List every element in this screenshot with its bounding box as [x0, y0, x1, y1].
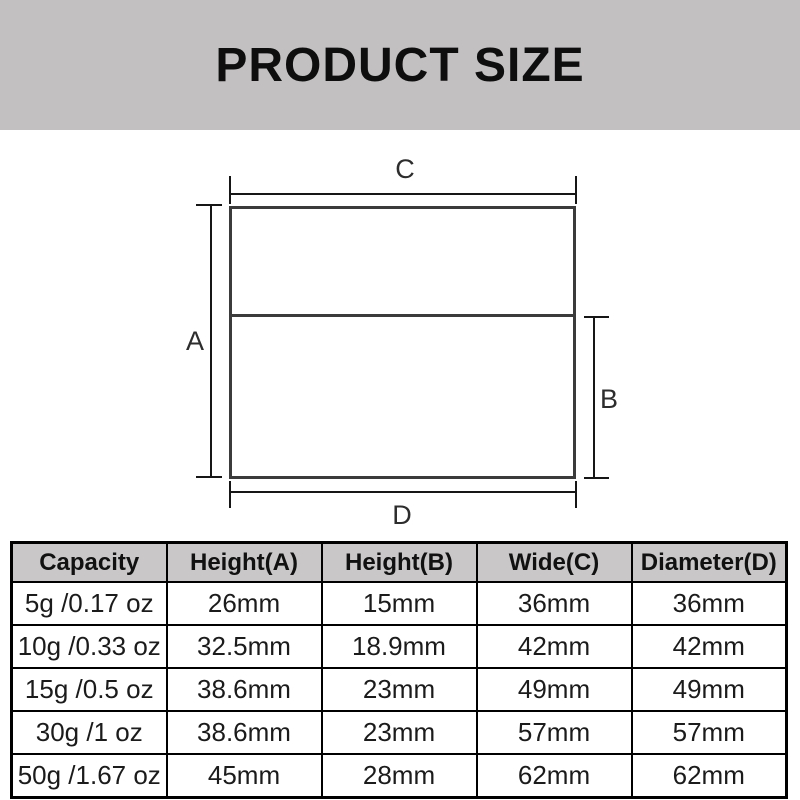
- dimension-cell: 57mm: [632, 711, 787, 754]
- dimension-cell: 42mm: [477, 625, 632, 668]
- size-table-head: [12, 543, 787, 583]
- dim-tick-a-bottom: [196, 476, 222, 478]
- dim-label-b: B: [599, 384, 619, 414]
- lid-seam-line: [229, 314, 576, 317]
- header-row: [12, 543, 787, 583]
- dim-tick-c-right: [575, 176, 577, 204]
- product-outline: [229, 206, 576, 479]
- dimension-cell: 15mm: [322, 582, 477, 625]
- dimension-cell: 62mm: [632, 754, 787, 798]
- dimension-cell: 42mm: [632, 625, 787, 668]
- column-header: Height(B): [322, 543, 477, 583]
- column-header: Height(A): [167, 543, 322, 583]
- dim-tick-b-bottom: [584, 477, 609, 479]
- size-diagram: [0, 130, 800, 535]
- dimension-cell: 23mm: [322, 668, 477, 711]
- dimension-cell: 36mm: [632, 582, 787, 625]
- dimension-cell: 28mm: [322, 754, 477, 798]
- dim-line-c: [229, 193, 577, 195]
- table-row: [12, 582, 787, 625]
- dimension-cell: 49mm: [477, 668, 632, 711]
- column-header: Capacity: [12, 543, 167, 583]
- dimension-cell: 26mm: [167, 582, 322, 625]
- size-table-body: [12, 582, 787, 798]
- dimension-cell: 49mm: [632, 668, 787, 711]
- table-row: [12, 711, 787, 754]
- column-header: Wide(C): [477, 543, 632, 583]
- table-row: [12, 625, 787, 668]
- title-banner: [0, 0, 800, 130]
- dimension-cell: 36mm: [477, 582, 632, 625]
- table-row: [12, 754, 787, 798]
- dimension-cell: 57mm: [477, 711, 632, 754]
- dim-label-c: C: [395, 154, 415, 184]
- dim-tick-b-top: [584, 316, 609, 318]
- dimension-cell: 45mm: [167, 754, 322, 798]
- dimension-cell: 62mm: [477, 754, 632, 798]
- size-table: [10, 541, 788, 799]
- dim-line-a: [210, 205, 212, 478]
- dimension-cell: 18.9mm: [322, 625, 477, 668]
- capacity-cell: 15g /0.5 oz: [12, 668, 167, 711]
- dimension-cell: 38.6mm: [167, 711, 322, 754]
- capacity-cell: 30g /1 oz: [12, 711, 167, 754]
- dim-tick-a-top: [196, 204, 222, 206]
- dim-tick-d-right: [575, 481, 577, 508]
- dim-tick-d-left: [229, 481, 231, 508]
- dimension-cell: 38.6mm: [167, 668, 322, 711]
- dim-tick-c-left: [229, 176, 231, 204]
- column-header: Diameter(D): [632, 543, 787, 583]
- dim-label-a: A: [185, 326, 205, 356]
- capacity-cell: 50g /1.67 oz: [12, 754, 167, 798]
- capacity-cell: 10g /0.33 oz: [12, 625, 167, 668]
- dimension-cell: 32.5mm: [167, 625, 322, 668]
- page-title: PRODUCT SIZE: [215, 38, 585, 92]
- capacity-cell: 5g /0.17 oz: [12, 582, 167, 625]
- dimension-cell: 23mm: [322, 711, 477, 754]
- table-row: [12, 668, 787, 711]
- dim-line-b: [593, 316, 595, 478]
- dim-label-d: D: [392, 500, 412, 530]
- dim-line-d: [229, 491, 577, 493]
